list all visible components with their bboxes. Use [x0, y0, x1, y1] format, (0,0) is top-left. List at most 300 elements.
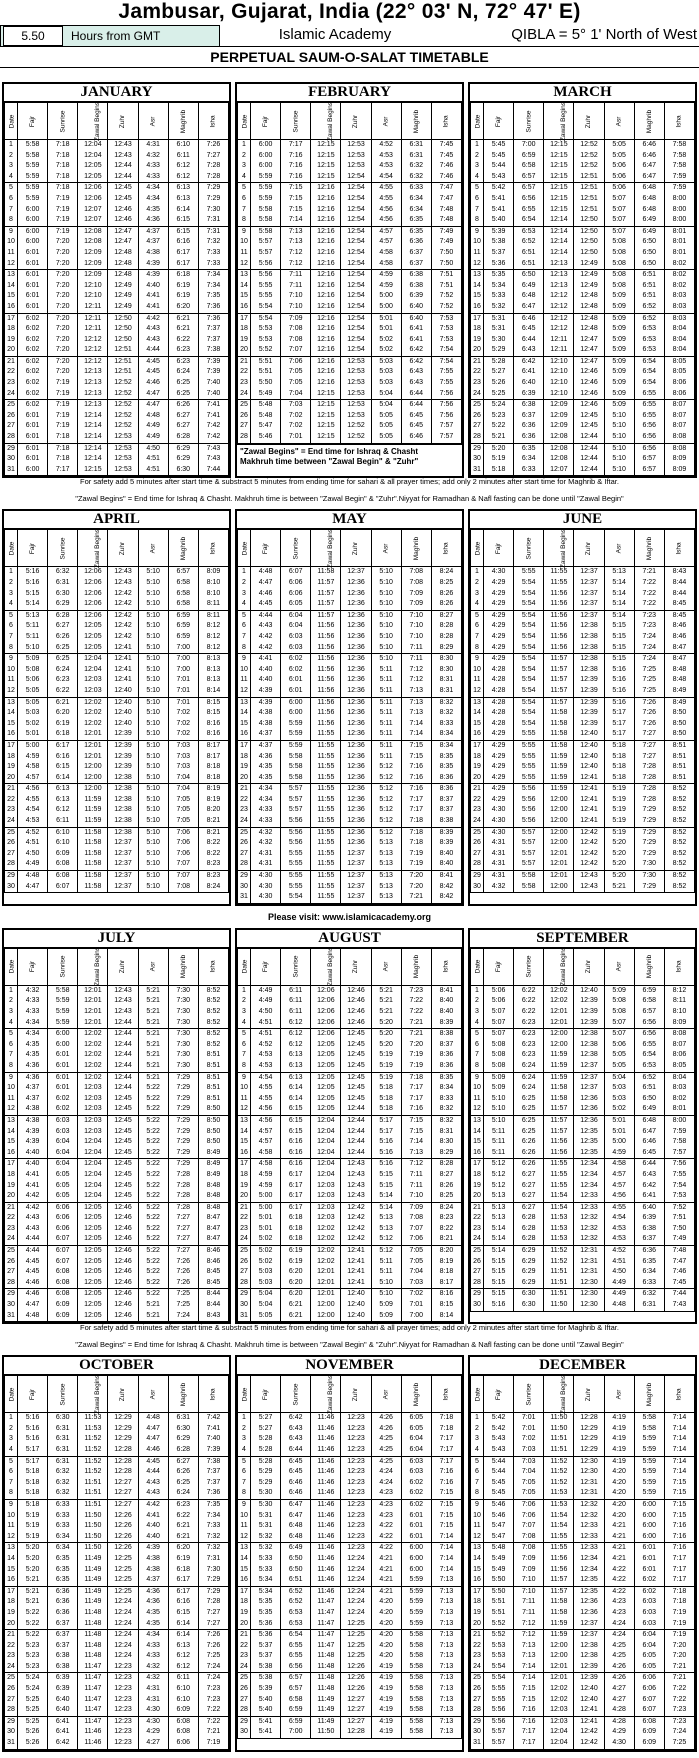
table-row [5, 762, 229, 773]
table-cell: 6:38 [634, 1224, 664, 1235]
table-cell: 7:08 [281, 324, 311, 335]
table-cell: 2 [238, 578, 251, 589]
table-cell: 8:12 [664, 985, 694, 996]
table-cell: 12:15 [311, 151, 341, 162]
table-cell: 6:20 [48, 708, 78, 719]
table-cell: 12:06 [78, 589, 108, 600]
table-cell: 12 [238, 1104, 251, 1115]
table-cell: 4 [471, 599, 484, 610]
table-row [5, 161, 229, 172]
month-table [235, 1355, 464, 1751]
table-cell: 6:45 [281, 1467, 311, 1478]
table-cell: 7:02 [168, 719, 198, 730]
table-cell: 7:20 [48, 367, 78, 378]
table-cell: 8:07 [664, 400, 694, 411]
table-cell: 6:27 [514, 1191, 544, 1202]
table-cell: 30 [5, 1727, 18, 1738]
table-cell: 8:51 [664, 762, 694, 773]
table-cell: 6:45 [634, 1148, 664, 1159]
table-cell: 5:54 [514, 578, 544, 589]
table-cell: 6:50 [634, 1094, 664, 1105]
table-cell: 7:14 [431, 1532, 461, 1543]
table-cell: 12:08 [544, 443, 574, 454]
table-cell: 11:56 [311, 686, 341, 697]
table-cell: 11:46 [311, 1543, 341, 1554]
table-cell: 7:56 [664, 1159, 694, 1170]
table-row [471, 1619, 695, 1630]
table-cell: 4:29 [484, 752, 514, 763]
table-cell: 6:50 [281, 1554, 311, 1565]
table-cell: 5:56 [251, 259, 281, 270]
table-cell: 5:59 [401, 1608, 431, 1619]
table-cell: 6:38 [48, 1651, 78, 1662]
table-cell: 12:53 [108, 465, 138, 476]
table-cell: 12:46 [108, 1278, 138, 1289]
table-cell: 11:49 [78, 1597, 108, 1608]
table-cell: 6:14 [168, 205, 198, 216]
table-cell: 8:36 [431, 1050, 461, 1061]
table-row [471, 1213, 695, 1224]
table-cell: 4:34 [18, 1018, 48, 1029]
table-cell: 5:18 [18, 1488, 48, 1499]
table-cell: 6:04 [401, 1445, 431, 1456]
table-cell: 7:01 [168, 675, 198, 686]
table-cell: 5:09 [604, 302, 634, 313]
table-cell: 6:59 [514, 151, 544, 162]
table-cell: 11:56 [544, 1137, 574, 1148]
column-header: Isha [431, 948, 461, 985]
table-cell: 11:46 [311, 1511, 341, 1522]
table-cell: 7:01 [401, 1300, 431, 1311]
table-row [5, 335, 229, 346]
table-cell: 5:00 [251, 1191, 281, 1202]
table-cell: 7:55 [431, 367, 461, 378]
table-cell: 7:14 [281, 215, 311, 226]
table-cell: 11:56 [311, 697, 341, 708]
table-row [238, 1213, 462, 1224]
table-cell: 6:21 [281, 1300, 311, 1311]
table-cell: 4:45 [18, 1267, 48, 1278]
table-cell: 6:12 [168, 172, 198, 183]
table-cell: 13 [471, 1115, 484, 1126]
table-row [471, 1511, 695, 1522]
table-cell: 4:59 [604, 1148, 634, 1159]
table-cell: 7:11 [401, 1181, 431, 1192]
table-cell: 7:19 [48, 389, 78, 400]
table-cell: 5:20 [604, 871, 634, 882]
table-cell: 12:00 [544, 827, 574, 838]
table-cell: 6:07 [48, 1246, 78, 1257]
table-cell: 6:03 [634, 1608, 664, 1619]
table-cell: 5:33 [251, 1554, 281, 1565]
table-row [238, 1289, 462, 1300]
table-cell: 8:50 [664, 708, 694, 719]
table-cell: 4:20 [604, 1511, 634, 1522]
column-header: Zuhr [574, 948, 604, 985]
table-cell: 5:18 [604, 752, 634, 763]
table-cell: 5:10 [371, 654, 401, 665]
table-cell: 18 [238, 324, 251, 335]
table-cell: 4:20 [371, 1641, 401, 1652]
table-cell: 12:41 [574, 773, 604, 784]
table-cell: 5:13 [371, 849, 401, 860]
table-cell: 12:16 [311, 205, 341, 216]
month-grid [470, 1375, 695, 1749]
table-cell: 6:46 [401, 432, 431, 443]
table-cell: 4:29 [484, 589, 514, 600]
table-row [238, 1445, 462, 1456]
table-cell: 5:21 [484, 432, 514, 443]
month-name: DECEMBER [470, 1357, 695, 1375]
table-cell: 12:46 [108, 1246, 138, 1257]
table-cell: 15 [5, 291, 18, 302]
table-cell: 8:32 [431, 1115, 461, 1126]
column-header: Zuhr [341, 530, 371, 567]
table-cell: 6:33 [48, 1521, 78, 1532]
table-cell: 4 [238, 1445, 251, 1456]
table-cell: 4:55 [604, 1202, 634, 1213]
table-cell: 6:54 [281, 1630, 311, 1641]
table-cell: 12:44 [574, 432, 604, 443]
table-cell: 7:23 [634, 621, 664, 632]
table-cell: 7:24 [634, 632, 664, 643]
table-cell: 4:21 [604, 1521, 634, 1532]
table-cell: 25 [238, 1673, 251, 1684]
table-cell: 5:09 [604, 335, 634, 346]
table-row [5, 784, 229, 795]
table-cell: 8:10 [198, 578, 228, 589]
table-row [471, 1061, 695, 1072]
table-cell: 6:01 [18, 291, 48, 302]
table-cell: 7:26 [198, 1630, 228, 1641]
table-cell: 11:55 [311, 871, 341, 882]
table-cell: 20 [238, 773, 251, 784]
table-cell: 5:22 [138, 1159, 168, 1170]
table-cell: 7:30 [168, 996, 198, 1007]
table-cell: 12:04 [311, 1170, 341, 1181]
column-header: Maghrib [401, 530, 431, 567]
table-cell: 7:17 [281, 140, 311, 151]
table-row [471, 1608, 695, 1619]
table-cell: 12:27 [108, 1499, 138, 1510]
table-cell: 5:50 [251, 378, 281, 389]
table-row [238, 1083, 462, 1094]
table-cell: 12:16 [311, 215, 341, 226]
table-cell: 12:34 [574, 1159, 604, 1170]
table-cell: 12:04 [78, 151, 108, 162]
table-row [238, 784, 462, 795]
table-row [471, 686, 695, 697]
table-row [5, 1213, 229, 1224]
table-cell: 11:50 [544, 1300, 574, 1311]
table-cell: 5:01 [371, 324, 401, 335]
table-cell: 6:48 [634, 183, 664, 194]
table-cell: 7:38 [198, 345, 228, 356]
table-cell: 5:10 [138, 849, 168, 860]
table-cell: 4:42 [138, 313, 168, 324]
column-header: Isha [664, 530, 694, 567]
table-row [471, 665, 695, 676]
table-cell: 7:10 [514, 1586, 544, 1597]
table-cell: 12:44 [108, 1040, 138, 1051]
table-cell: 5:59 [251, 172, 281, 183]
table-cell: 7 [5, 632, 18, 643]
table-cell: 5:09 [484, 1083, 514, 1094]
table-cell: 5:59 [251, 183, 281, 194]
table-cell: 4:58 [18, 762, 48, 773]
table-cell: 8 [238, 1488, 251, 1499]
table-cell: 12:33 [574, 1521, 604, 1532]
table-row [238, 610, 462, 621]
table-cell: 6:05 [401, 1424, 431, 1435]
table-cell: 10 [238, 1083, 251, 1094]
table-cell: 6:43 [281, 1434, 311, 1445]
table-cell: 6:30 [48, 589, 78, 600]
table-cell: 6:37 [401, 248, 431, 259]
table-cell: 8:36 [431, 1061, 461, 1072]
table-cell: 3 [5, 161, 18, 172]
table-cell: 5:05 [604, 1061, 634, 1072]
table-cell: 5:15 [484, 1257, 514, 1268]
table-cell: 4:39 [138, 270, 168, 281]
table-cell: 7:12 [514, 1630, 544, 1641]
table-cell: 7:27 [168, 1246, 198, 1257]
table-row [238, 1181, 462, 1192]
table-cell: 7:59 [664, 183, 694, 194]
table-cell: 12:50 [574, 237, 604, 248]
table-cell: 8:45 [664, 610, 694, 621]
table-cell: 4:51 [604, 1257, 634, 1268]
table-cell: 5:16 [604, 665, 634, 676]
table-cell: 6:04 [281, 610, 311, 621]
table-cell: 6:21 [168, 313, 198, 324]
table-cell: 12:23 [108, 1738, 138, 1749]
table-cell: 4:33 [138, 1641, 168, 1652]
table-cell: 6:16 [281, 1137, 311, 1148]
table-cell: 5:51 [484, 1597, 514, 1608]
table-cell: 7:29 [198, 194, 228, 205]
table-cell: 28 [238, 859, 251, 870]
table-cell: 26 [5, 1684, 18, 1695]
table-cell: 7:19 [198, 1738, 228, 1749]
table-cell: 7:01 [514, 1424, 544, 1435]
table-cell: 8:52 [664, 827, 694, 838]
table-cell: 11:56 [544, 643, 574, 654]
table-cell: 12:37 [341, 849, 371, 860]
table-cell: 5:09 [604, 389, 634, 400]
table-cell: 17 [471, 1159, 484, 1170]
table-cell: 6:51 [514, 248, 544, 259]
table-cell: 5:39 [484, 226, 514, 237]
table-cell: 4:29 [484, 784, 514, 795]
table-cell: 24 [238, 816, 251, 827]
column-header: Date [238, 103, 251, 140]
table-cell: 14 [471, 1554, 484, 1565]
table-cell: 6:51 [514, 259, 544, 270]
month-name: MARCH [470, 84, 695, 102]
table-cell: 8:16 [198, 729, 228, 740]
table-cell: 22 [5, 1213, 18, 1224]
table-cell: 5:17 [371, 1115, 401, 1126]
table-cell: 13 [238, 697, 251, 708]
table-cell: 4:30 [138, 1705, 168, 1716]
table-cell: 12:45 [108, 194, 138, 205]
table-cell: 7:12 [281, 259, 311, 270]
table-cell: 4:25 [371, 1456, 401, 1467]
table-cell: 7:13 [514, 1651, 544, 1662]
table-row [238, 194, 462, 205]
table-cell: 8:10 [664, 1007, 694, 1018]
table-cell: 5:22 [138, 1181, 168, 1192]
table-cell: 6:13 [281, 1072, 311, 1083]
table-cell: 11:56 [311, 675, 341, 686]
table-cell: 5:22 [138, 1289, 168, 1300]
table-cell: 6:54 [514, 215, 544, 226]
table-row [471, 1278, 695, 1289]
table-cell: 6:03 [281, 643, 311, 654]
table-cell: 5:14 [18, 599, 48, 610]
table-cell: 12:48 [574, 313, 604, 324]
table-cell: 5:02 [251, 1234, 281, 1245]
table-cell: 5:02 [604, 1104, 634, 1115]
table-cell: 4:36 [138, 215, 168, 226]
table-row [238, 140, 462, 151]
table-cell: 11:46 [78, 1727, 108, 1738]
table-row [238, 882, 462, 893]
table-cell: 6:49 [281, 1543, 311, 1554]
table-cell: 6:45 [401, 421, 431, 432]
table-cell: 5:27 [251, 1424, 281, 1435]
table-cell: 6:46 [281, 1478, 311, 1489]
table-cell: 8:06 [664, 389, 694, 400]
table-cell: 5:15 [371, 1170, 401, 1181]
table-cell: 8:52 [198, 996, 228, 1007]
table-cell: 6:24 [168, 1488, 198, 1499]
table-cell: 6:41 [48, 1716, 78, 1727]
table-cell: 7:37 [198, 335, 228, 346]
table-row [238, 151, 462, 162]
table-cell: 5:22 [138, 1137, 168, 1148]
table-cell: 6:05 [401, 1413, 431, 1424]
table-cell: 12:37 [341, 892, 371, 903]
table-cell: 7:16 [664, 1543, 694, 1554]
table-row [238, 1234, 462, 1245]
table-cell: 7:28 [634, 784, 664, 795]
table-cell: 7:16 [401, 762, 431, 773]
table-row [471, 1575, 695, 1586]
table-cell: 7:26 [198, 140, 228, 151]
table-cell: 6:20 [281, 1289, 311, 1300]
table-cell: 25 [238, 400, 251, 411]
table-cell: 7:20 [48, 248, 78, 259]
table-cell: 6:06 [281, 578, 311, 589]
table-row [238, 1456, 462, 1467]
table-row [5, 259, 229, 270]
table-cell: 11:46 [311, 1424, 341, 1435]
table-cell: 6 [238, 194, 251, 205]
table-cell: 4:31 [138, 140, 168, 151]
column-header: Zuhr [341, 1376, 371, 1413]
table-cell: 4:56 [371, 215, 401, 226]
table-cell: 6:15 [168, 215, 198, 226]
table-cell: 5:07 [604, 205, 634, 216]
table-cell: 18 [471, 752, 484, 763]
table-cell: 12:39 [108, 740, 138, 751]
table-cell: 4:57 [371, 226, 401, 237]
table-cell: 7:20 [48, 259, 78, 270]
table-cell: 6:05 [48, 1170, 78, 1181]
table-cell: 4:30 [251, 871, 281, 882]
table-cell: 4:58 [251, 1159, 281, 1170]
table-row [238, 215, 462, 226]
table-cell: 5:57 [514, 849, 544, 860]
table-cell: 5:19 [604, 827, 634, 838]
table-cell: 6:50 [514, 270, 544, 281]
column-header: Isha [431, 103, 461, 140]
table-cell: 5:09 [604, 291, 634, 302]
table-cell: 12:37 [574, 1061, 604, 1072]
table-cell: 22 [471, 367, 484, 378]
table-cell: 11 [5, 248, 18, 259]
table-cell: 7:18 [664, 1597, 694, 1608]
table-row [238, 1018, 462, 1029]
table-cell: 11:47 [78, 1695, 108, 1706]
table-cell: 6:27 [48, 621, 78, 632]
table-cell: 12:27 [108, 1478, 138, 1489]
table-cell: 5:54 [514, 654, 544, 665]
table-cell: 7:06 [514, 1511, 544, 1522]
table-cell: 5:58 [18, 151, 48, 162]
table-cell: 18 [5, 324, 18, 335]
table-cell: 6:17 [168, 259, 198, 270]
table-cell: 19 [471, 762, 484, 773]
table-cell: 6:28 [514, 1234, 544, 1245]
table-cell: 7:51 [664, 1213, 694, 1224]
table-cell: 6:04 [634, 1630, 664, 1641]
table-cell: 6 [238, 1467, 251, 1478]
table-cell: 12:39 [574, 675, 604, 686]
column-header: Zawal Begins [544, 103, 574, 140]
table-cell: 6:22 [514, 985, 544, 996]
table-cell: 6:57 [281, 1684, 311, 1695]
table-cell: 7:28 [634, 795, 664, 806]
table-cell: 28 [238, 432, 251, 443]
table-cell: 11:46 [311, 1499, 341, 1510]
table-cell: 8:08 [664, 443, 694, 454]
column-header: Date [471, 530, 484, 567]
table-cell: 5:13 [484, 1213, 514, 1224]
table-row [238, 421, 462, 432]
table-cell: 4:20 [604, 1467, 634, 1478]
table-cell: 12:30 [574, 1278, 604, 1289]
table-row [238, 1424, 462, 1435]
table-cell: 12:25 [341, 1651, 371, 1662]
table-cell: 23 [238, 1651, 251, 1662]
table-cell: 7:25 [634, 675, 664, 686]
table-cell: 8:50 [198, 1104, 228, 1115]
table-cell: 6:30 [48, 1413, 78, 1424]
table-cell: 7:18 [401, 816, 431, 827]
table-cell: 5:55 [251, 291, 281, 302]
table-cell: 5 [471, 1456, 484, 1467]
table-cell: 12:41 [341, 1246, 371, 1257]
table-cell: 8 [5, 643, 18, 654]
table-cell: 5:54 [514, 589, 544, 600]
table-cell: 5:17 [604, 719, 634, 730]
table-cell: 15 [471, 1137, 484, 1148]
table-cell: 5:11 [484, 1127, 514, 1138]
table-cell: 12:04 [311, 1159, 341, 1170]
